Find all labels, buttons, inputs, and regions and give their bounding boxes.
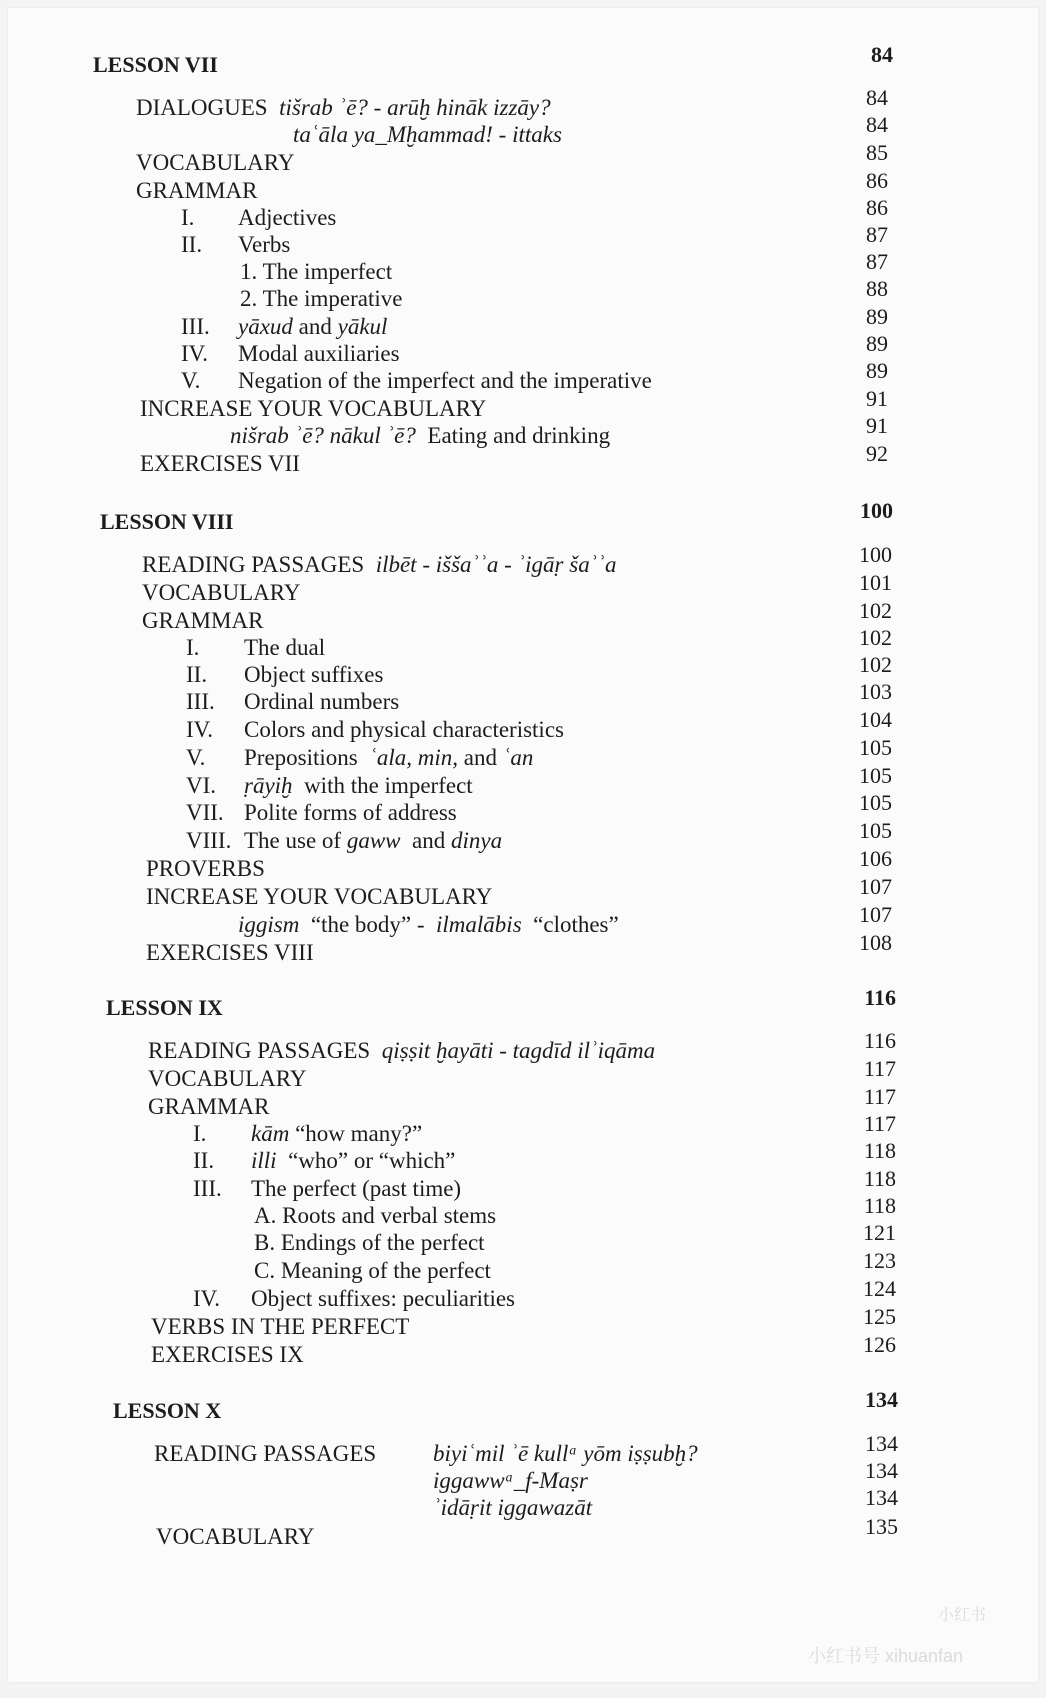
toc-page-number: 88 [866, 276, 888, 301]
toc-page-number: 108 [859, 930, 892, 955]
toc-page-number: 91 [866, 386, 888, 411]
toc-entry-polite-forms: Polite forms of address [244, 800, 457, 825]
toc-entry-numeral: II. [186, 662, 208, 687]
toc-entry-increase-vocabulary: INCREASE YOUR VOCABULARY [140, 396, 487, 421]
toc-entry-vocabulary: VOCABULARY [136, 150, 295, 175]
toc-entry-grammar: GRAMMAR [142, 608, 264, 633]
toc-page-number: 123 [863, 1248, 896, 1273]
toc-page-number: 102 [859, 625, 892, 650]
toc-page-number: 106 [859, 846, 892, 871]
toc-entry-reading-passages: READING PASSAGES qiṣṣit ḫayāti - tagdīd ilʾiqāma [148, 1038, 656, 1063]
toc-entry-illi: illi “who” or “which” [251, 1148, 456, 1173]
toc-entry-rayih: ṛāyiḫ with the imperfect [244, 773, 473, 798]
toc-entry-numeral: III. [181, 314, 210, 339]
toc-page-number: 121 [863, 1220, 896, 1245]
toc-page-number: 116 [863, 1028, 896, 1053]
toc-page-number: 89 [866, 331, 888, 356]
toc-entry-vocabulary: VOCABULARY [148, 1066, 307, 1091]
toc-entry-reading-passage-3: ʾidāṛit iggawazāt [433, 1495, 593, 1520]
watermark-top: 小红书 [938, 1607, 987, 1624]
toc-entry-object-suffix-peculiarities: Object suffixes: peculiarities [251, 1286, 515, 1311]
toc-entry-yaxud-yakul: yāxud and yākul [238, 314, 388, 339]
lesson-vii-title: LESSON VII [93, 52, 218, 77]
toc-page-number: 84 [866, 112, 888, 137]
toc-entry-perfect: The perfect (past time) [251, 1176, 462, 1201]
toc-page-number: 105 [859, 735, 892, 760]
toc-entry-imperative: 2. The imperative [240, 286, 403, 311]
toc-page-number: 135 [865, 1514, 898, 1539]
toc-entry-exercises: EXERCISES VII [140, 451, 300, 476]
toc-entry-numeral: VII. [186, 800, 224, 825]
toc-entry-colors: Colors and physical characteristics [244, 717, 564, 742]
toc-entry-numeral: II. [181, 232, 203, 257]
toc-entry-endings: B. Endings of the perfect [254, 1230, 485, 1255]
toc-page-number: 117 [863, 1084, 896, 1109]
lesson-viii-title: LESSON VIII [100, 509, 234, 534]
toc-entry-numeral: I. [193, 1121, 207, 1146]
toc-entry-kam: kām “how many?” [251, 1121, 423, 1146]
toc-entry-dialogue-2: taʿāla ya_Mḫammad! - ittaks [293, 122, 562, 147]
watermark-bottom: 小红书号 xihuanfan [808, 1646, 964, 1666]
toc-page-number: 134 [865, 1431, 898, 1456]
toc-page-number: 104 [859, 707, 892, 732]
toc-page-number: 87 [866, 249, 888, 274]
toc-entry-vocabulary: VOCABULARY [142, 580, 301, 605]
toc-page-number: 134 [865, 1458, 898, 1483]
toc-entry-adjectives: Adjectives [238, 205, 337, 230]
toc-page-number: 105 [859, 818, 892, 843]
toc-entry-ordinal-numbers: Ordinal numbers [244, 689, 400, 714]
toc-entry-numeral: VIII. [186, 828, 232, 853]
toc-entry-proverbs: PROVERBS [146, 856, 265, 881]
toc-entry-increase-vocabulary: INCREASE YOUR VOCABULARY [146, 884, 493, 909]
toc-entry-dual: The dual [244, 635, 326, 660]
toc-page-number: 102 [859, 652, 892, 677]
lesson-vii-page: 84 [871, 42, 893, 67]
toc-page [8, 8, 1038, 1682]
toc-page-number: 118 [863, 1166, 896, 1191]
toc-entry-negation: Negation of the imperfect and the imperative [238, 368, 652, 393]
toc-page-number: 92 [866, 441, 888, 466]
toc-entry-reading-passage-2: iggawwᵃ_f-Maṣr [433, 1468, 588, 1493]
toc-page-number: 107 [859, 874, 892, 899]
toc-entry-body-clothes: iggism “the body” - ilmalābis “clothes” [238, 912, 619, 937]
lesson-viii-page: 100 [860, 498, 893, 523]
toc-page-number: 102 [859, 598, 892, 623]
toc-page-number: 118 [863, 1138, 896, 1163]
toc-entry-numeral: V. [181, 368, 201, 393]
toc-entry-numeral: IV. [186, 717, 214, 742]
toc-page-number: 89 [866, 304, 888, 329]
toc-entry-roots: A. Roots and verbal stems [254, 1203, 497, 1228]
lesson-ix-title: LESSON IX [106, 995, 223, 1020]
toc-entry-vocabulary: VOCABULARY [156, 1524, 315, 1549]
toc-page-number: 134 [865, 1485, 898, 1510]
toc-entry-grammar: GRAMMAR [148, 1094, 270, 1119]
toc-entry-numeral: VI. [186, 773, 217, 798]
toc-entry-numeral: IV. [181, 341, 209, 366]
toc-page-number: 125 [863, 1304, 896, 1329]
toc-entry-reading-passages: READING PASSAGES [154, 1441, 377, 1466]
lesson-x-page: 134 [865, 1387, 898, 1412]
toc-page-number: 105 [859, 763, 892, 788]
toc-page-number: 107 [859, 902, 892, 927]
toc-entry-exercises: EXERCISES IX [151, 1342, 304, 1367]
toc-entry-numeral: II. [193, 1148, 215, 1173]
toc-page-number: 126 [863, 1332, 896, 1357]
toc-entry-numeral: III. [186, 689, 215, 714]
lesson-x-title: LESSON X [113, 1398, 222, 1423]
toc-entry-gaww-dinya: The use of gaww and dinya [244, 828, 503, 853]
toc-page-number: 86 [866, 195, 888, 220]
toc-page-number: 101 [859, 570, 892, 595]
toc-entry-numeral: IV. [193, 1286, 221, 1311]
toc-entry-numeral: I. [181, 205, 195, 230]
toc-entry-reading-passages: READING PASSAGES ilbēt - iššaʾʾa - ʾigāṛ šaʾʾa [142, 552, 617, 577]
toc-entry-grammar: GRAMMAR [136, 178, 258, 203]
toc-entry-exercises: EXERCISES VIII [146, 940, 314, 965]
toc-page-number: 91 [866, 413, 888, 438]
toc-page-number: 117 [863, 1111, 896, 1136]
toc-page-number: 117 [863, 1056, 896, 1081]
toc-page-number: 124 [863, 1276, 896, 1301]
toc-page-number: 100 [859, 542, 892, 567]
toc-page-number: 86 [866, 168, 888, 193]
toc-entry-eating-drinking: nišrab ʾē? nākul ʾē? Eating and drinking [230, 423, 611, 448]
toc-entry-object-suffixes: Object suffixes [244, 662, 384, 687]
toc-entry-prepositions: Prepositions ʿala, min, and ʿan [244, 745, 534, 770]
toc-entry-verbs: Verbs [238, 232, 291, 257]
toc-entry-numeral: III. [193, 1176, 222, 1201]
toc-entry-imperfect: 1. The imperfect [240, 259, 393, 284]
toc-entry-numeral: V. [186, 745, 206, 770]
toc-page-number: 103 [859, 679, 892, 704]
toc-entry-modal-auxiliaries: Modal auxiliaries [238, 341, 400, 366]
toc-entry-reading-passage-1: biyiʿmil ʾē kullᵃ yōm iṣṣubḫ? [433, 1441, 698, 1466]
toc-page-number: 85 [866, 140, 888, 165]
toc-entry-meaning: C. Meaning of the perfect [254, 1258, 491, 1283]
toc-page-number: 87 [866, 222, 888, 247]
toc-entry-numeral: I. [186, 635, 200, 660]
toc-entry-dialogues: DIALOGUES tišrab ʾē? - arūḫ hināk izzāy? [136, 95, 551, 120]
toc-page-number: 118 [863, 1193, 896, 1218]
toc-page-number: 84 [866, 85, 888, 110]
toc-page-number: 89 [866, 358, 888, 383]
toc-page-number: 105 [859, 790, 892, 815]
toc-entry-verbs-perfect: VERBS IN THE PERFECT [151, 1314, 410, 1339]
lesson-ix-page: 116 [864, 985, 896, 1010]
